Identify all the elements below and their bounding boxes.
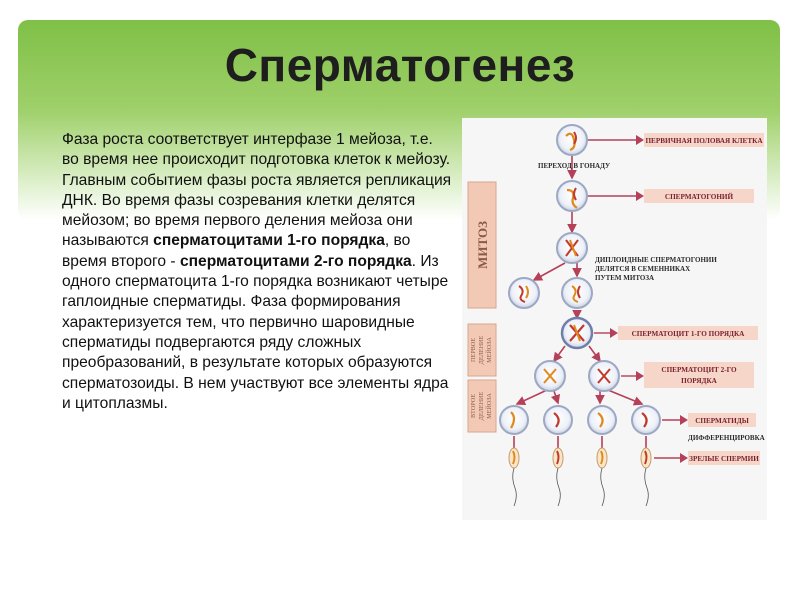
label-diploid-line1: ДИПЛОИДНЫЕ СПЕРМАТОГОНИИ bbox=[595, 256, 717, 264]
label-spermatids bbox=[662, 413, 756, 427]
cell-primary-germ bbox=[557, 125, 587, 155]
label-spermatogonium bbox=[588, 189, 754, 203]
label-spermatogonium-text: СПЕРМАТОГОНИЙ bbox=[664, 193, 734, 201]
label-mature bbox=[654, 451, 760, 465]
cell-spermatocyte-2-right bbox=[589, 361, 619, 391]
cell-diploid-dividing bbox=[557, 233, 587, 263]
paragraph-bold-1: сперматоцитами 1-го порядка bbox=[153, 232, 385, 250]
cell-spermatocyte-1 bbox=[562, 318, 592, 348]
meiosis2-line1: ВТОРОЕ bbox=[470, 394, 477, 418]
paragraph-text-2: , во время второго - bbox=[62, 232, 411, 270]
label-spermatocyte2 bbox=[621, 362, 754, 388]
label-primary-cell-text: ПЕРВИЧНАЯ ПОЛОВАЯ КЛЕТКА bbox=[645, 137, 763, 145]
meiosis1-line2: ДЕЛЕНИЕ bbox=[478, 335, 485, 365]
cell-diploid-right bbox=[562, 278, 592, 308]
meiosis2-side-bar bbox=[468, 380, 496, 432]
cell-spermatogonium bbox=[557, 181, 587, 211]
label-spermatocyte1-text: СПЕРМАТОЦИТ 1-ГО ПОРЯДКА bbox=[631, 330, 745, 338]
meiosis1-line1: ПЕРВОЕ bbox=[470, 337, 477, 363]
label-spermatids-text: СПЕРМАТИДЫ bbox=[695, 417, 749, 425]
label-diploid-line2: ДЕЛЯТСЯ В СЕМЕННИКАХ bbox=[595, 265, 691, 273]
mature-sperm-cells bbox=[509, 448, 651, 506]
meiosis1-line3: МЕЙОЗА bbox=[486, 337, 493, 363]
label-spermatocyte2-line2: ПОРЯДКА bbox=[681, 377, 717, 385]
label-transition: ПЕРЕХОД В ГОНАДУ bbox=[538, 162, 611, 170]
cell-spermatocyte-2-left bbox=[535, 361, 565, 391]
meiosis2-line3: МЕЙОЗА bbox=[486, 393, 493, 419]
label-diploid bbox=[595, 256, 717, 282]
cell-diploid-left bbox=[509, 278, 539, 308]
spermatogenesis-diagram bbox=[462, 118, 767, 520]
paragraph-text-1: Фаза роста соответствует интерфазе 1 мейоза, т.е. во время нее происходит подготовка клеток к мейозу. Главным событием фазы роста является репликация ДНК. Во время фазы созревания клетки делятся мейозом; во время первого деления мейоза они называются bbox=[62, 131, 452, 250]
mitosis-side-label: МИТОЗ bbox=[475, 221, 490, 269]
label-spermatocyte1 bbox=[594, 326, 758, 340]
meiosis2-line2: ДЕЛЕНИЕ bbox=[478, 391, 485, 421]
label-mature-text: ЗРЕЛЫЕ СПЕРМИИ bbox=[689, 455, 759, 463]
spermatid-cells bbox=[500, 406, 660, 434]
label-primary-cell bbox=[588, 133, 764, 147]
diagram-svg bbox=[462, 118, 767, 520]
mitosis-side-bar bbox=[468, 182, 496, 308]
body-paragraph bbox=[62, 130, 452, 414]
label-differentiation: ДИФФЕРЕНЦИРОВКА bbox=[688, 434, 765, 442]
paragraph-text-3: . Из одного сперматоцита 1-го порядка возникают четыре гаплоидные сперматиды. Фаза формирования характеризуется тем, что первично шаровидные сперматиды подвергаются ряду сложных преобразований, в результате которых образуются сперматозоиды. В нем участвуют все элементы ядра и цитоплазмы. bbox=[62, 252, 449, 412]
paragraph-bold-2: сперматоцитами 2-го порядка bbox=[179, 252, 412, 270]
meiosis1-side-bar bbox=[468, 324, 496, 376]
slide-title: Сперматогенез bbox=[224, 39, 576, 91]
label-spermatocyte2-line1: СПЕРМАТОЦИТ 2-ГО bbox=[661, 366, 737, 374]
label-diploid-line3: ПУТЕМ МИТОЗА bbox=[595, 274, 655, 282]
